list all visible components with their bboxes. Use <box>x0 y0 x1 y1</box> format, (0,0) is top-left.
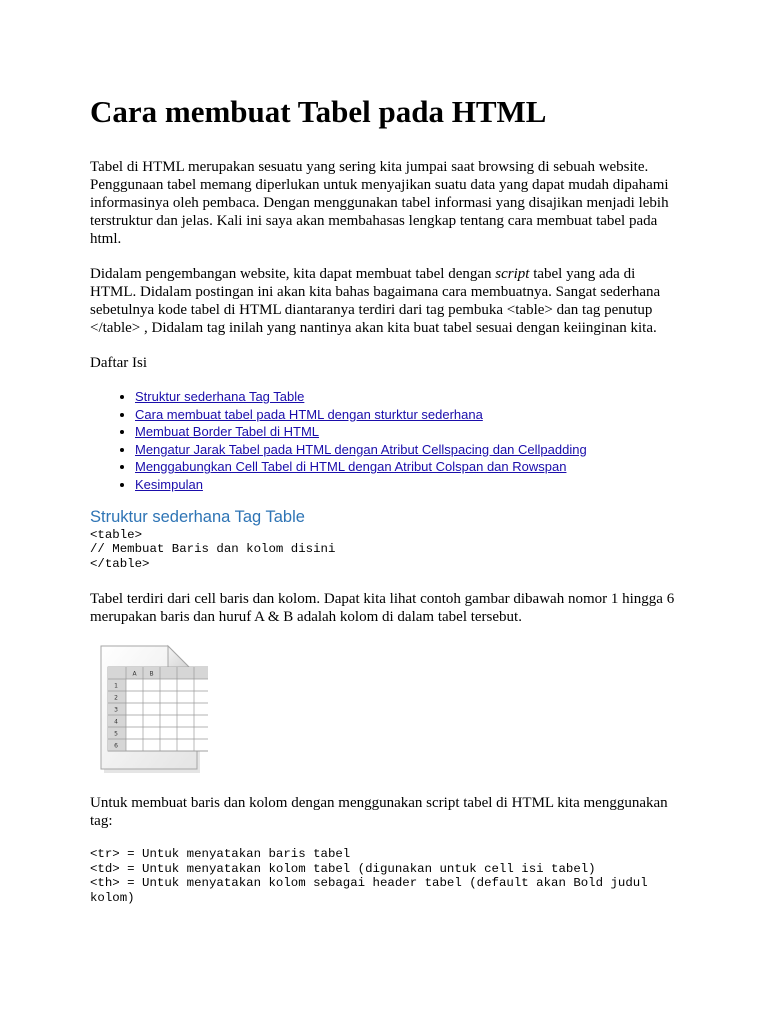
page-title: Cara membuat Tabel pada HTML <box>90 94 547 129</box>
tags-intro-paragraph: Untuk membuat baris dan kolom dengan menggunakan script tabel di HTML kita menggunakan tag: <box>90 795 668 830</box>
script-paragraph-end: tabel yang ada di HTML. Didalam postingan ini akan kita bahas bagaimana cara membuatnya. Sangat sederhana sebetulnya kode tabel di HTML diantaranya terdiri dari tag pembuka <table> dan tag penutup </table> , Didalam tag inilah yang nantinya akan kita buat tabel sesuai dengan keiinginan kita. <box>90 266 661 336</box>
toc-link-menggabungkan[interactable]: Menggabungkan Cell Tabel di HTML dengan Atribut Colspan dan Rowspan <box>135 459 567 475</box>
toc-link-cara-membuat[interactable]: Cara membuat tabel pada HTML dengan sturktur sederhana <box>135 406 483 422</box>
row-header-label: 2 <box>114 694 118 702</box>
table-of-contents <box>90 388 680 494</box>
row-header-label: 4 <box>114 718 118 726</box>
script-paragraph-start: Didalam pengembangan website, kita dapat membuat tabel dengan <box>90 266 496 282</box>
toc-item <box>135 388 680 406</box>
toc-item <box>135 423 680 441</box>
toc-link-border[interactable]: Membuat Border Tabel di HTML <box>135 424 320 440</box>
article-body <box>90 92 680 924</box>
spreadsheet-document-icon <box>98 643 208 775</box>
spreadsheet-grid <box>108 667 208 751</box>
tags-code-block: <tr> = Untuk menyatakan baris tabel <td> = Untuk menyatakan kolom tabel (digunakan untuk cell isi tabel) <th> = Untuk menyatakan kolom sebagai header tabel (default akan Bold judul kolom) <box>90 847 648 905</box>
table-of-contents-label: Daftar Isi <box>90 355 148 371</box>
toc-link-struktur[interactable]: Struktur sederhana Tag Table <box>135 389 305 404</box>
spreadsheet-illustration <box>98 643 208 775</box>
intro-paragraph: Tabel di HTML merupakan sesuatu yang sering kita jumpai saat browsing di sebuah website. Penggunaan tabel memang diperlukan untuk menyajikan suatu data yang dapat mudah dipahami informasinya oleh pembaca. Dengan menggunakan tabel informasi yang disajikan menjadi lebih terstruktur dan jelas. Kali ini saya akan membahasas lengkap tentang cara membuat tabel pada html. <box>90 159 669 247</box>
column-header-label: B <box>149 670 154 678</box>
toc-link-jarak[interactable]: Mengatur Jarak Tabel pada HTML dengan Atribut Cellspacing dan Cellpadding <box>135 441 587 457</box>
row-header-label: 6 <box>114 742 118 750</box>
toc-item <box>135 406 680 424</box>
row-header-label: 5 <box>114 730 118 738</box>
script-italic-word: script <box>495 266 530 282</box>
toc-item <box>135 458 680 476</box>
row-header-label: 1 <box>114 682 118 690</box>
section-heading: Struktur sederhana Tag Table <box>90 507 305 526</box>
row-header-label: 3 <box>114 706 118 714</box>
column-header-label: A <box>132 670 137 678</box>
script-paragraph <box>90 265 680 337</box>
toc-link-kesimpulan[interactable]: Kesimpulan <box>135 476 203 492</box>
toc-item <box>135 441 680 459</box>
table-explanation-paragraph: Tabel terdiri dari cell baris dan kolom. Dapat kita lihat contoh gambar dibawah nomor 1 hingga 6 merupakan baris dan huruf A & B adalah kolom di dalam tabel tersebut. <box>90 591 675 626</box>
table-code-block: <table> // Membuat Baris dan kolom disini </table> <box>90 527 336 571</box>
toc-item <box>135 476 680 494</box>
